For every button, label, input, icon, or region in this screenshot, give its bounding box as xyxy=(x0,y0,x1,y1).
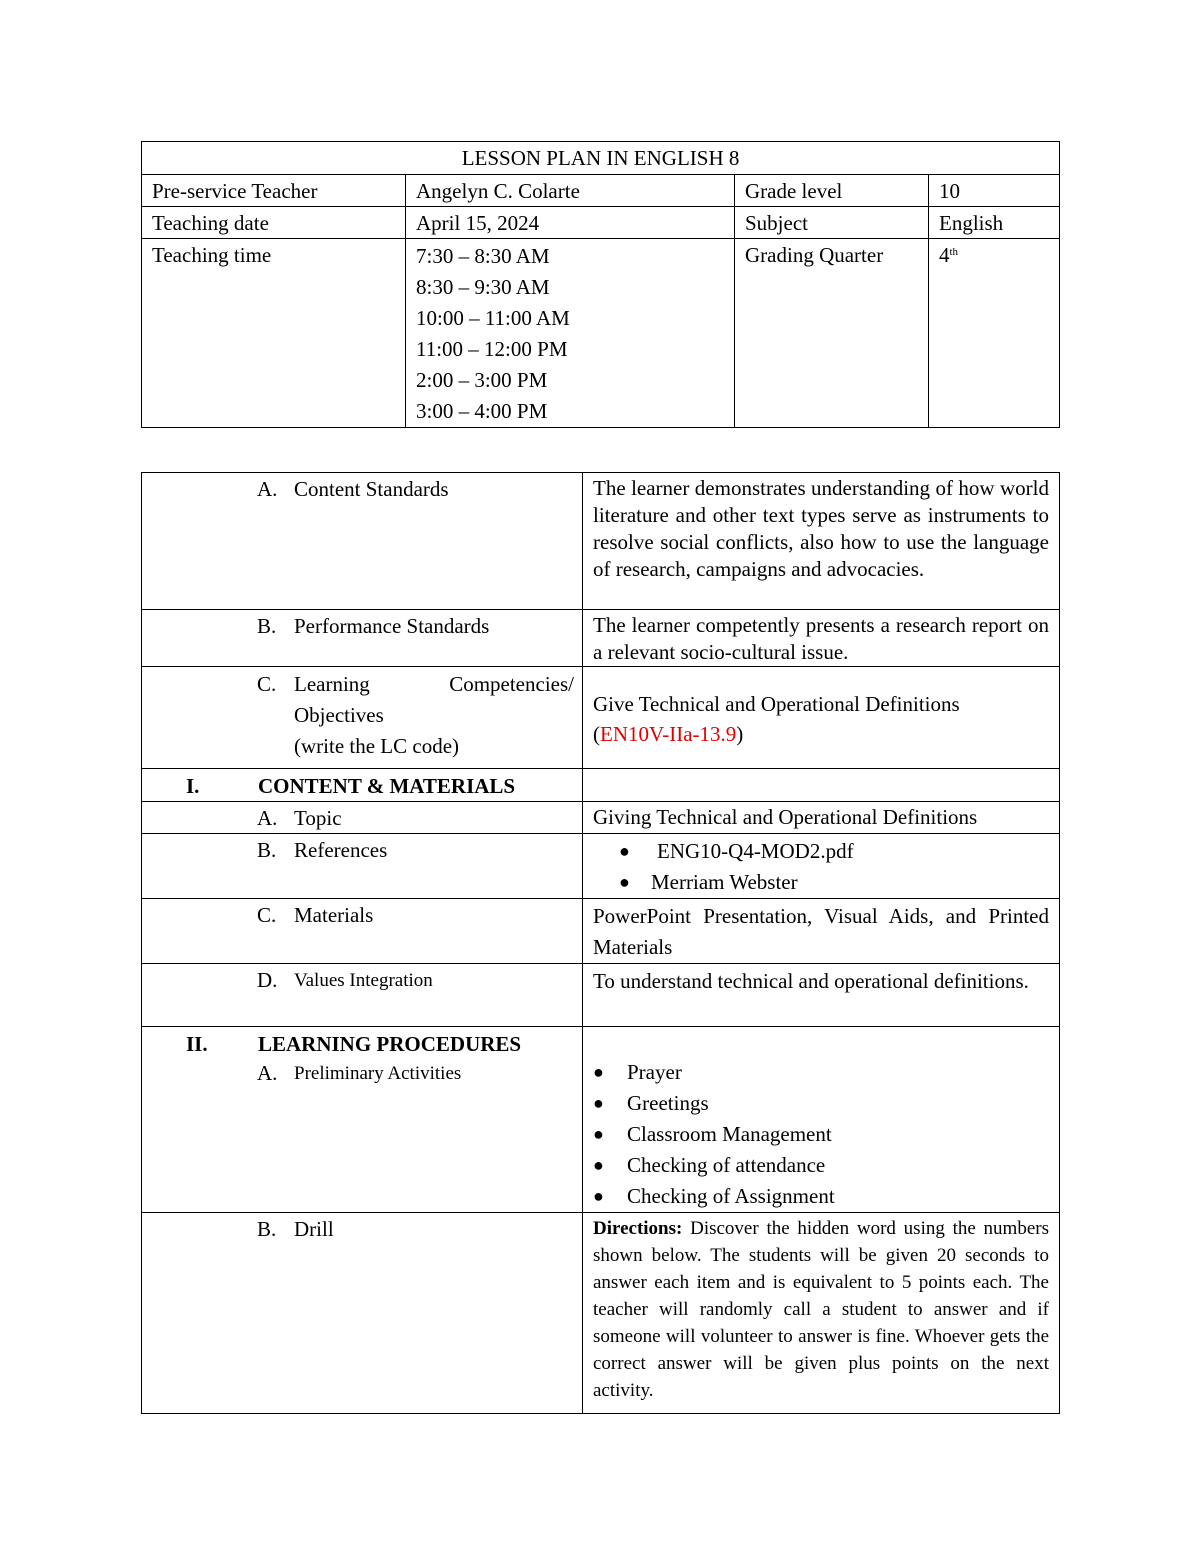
item-letter: C. xyxy=(257,903,277,927)
list-item xyxy=(593,1181,1049,1212)
content-standards-cell xyxy=(142,473,583,610)
competency-text-cell xyxy=(583,667,1060,769)
bullet-icon: ● xyxy=(593,1062,604,1082)
preliminary-activities-list xyxy=(593,1057,1049,1212)
subject-value: English xyxy=(929,207,1060,239)
references-cell xyxy=(142,834,583,899)
item-letter: A. xyxy=(257,806,278,830)
time-slot: 3:00 – 4:00 PM xyxy=(416,399,548,423)
list-item xyxy=(593,1088,1049,1119)
reference-text: Merriam Webster xyxy=(651,870,798,894)
lesson-header-table xyxy=(141,141,1060,428)
teacher-value: Angelyn C. Colarte xyxy=(406,175,735,207)
materials-value: PowerPoint Presentation, Visual Aids, and Printed Materials xyxy=(583,899,1060,964)
bullet-icon: ● xyxy=(619,872,630,892)
section-numeral: II. xyxy=(186,1032,208,1056)
lesson-plan-title: LESSON PLAN IN ENGLISH 8 xyxy=(142,142,1060,175)
materials-label: Materials xyxy=(294,903,374,927)
item-letter: A. xyxy=(257,477,278,501)
grading-quarter-label: Grading Quarter xyxy=(735,239,929,428)
competency-word-learning: Learning xyxy=(294,672,370,696)
drill-directions-cell xyxy=(583,1213,1060,1414)
competency-text: Give Technical and Operational Definitions xyxy=(593,691,960,716)
section-title: LEARNING PROCEDURES xyxy=(258,1032,522,1056)
references-label: References xyxy=(294,838,388,862)
activity-text: Checking of Assignment xyxy=(627,1184,835,1208)
values-integration-cell xyxy=(142,964,583,1027)
time-slot: 2:00 – 3:00 PM xyxy=(416,368,548,392)
teaching-time-label: Teaching time xyxy=(142,239,406,428)
grade-level-label: Grade level xyxy=(735,175,929,207)
bullet-icon: ● xyxy=(593,1155,604,1175)
empty-cell xyxy=(583,769,1060,802)
drill-cell xyxy=(142,1213,583,1414)
learning-procedures-cell xyxy=(142,1027,583,1213)
time-slot: 8:30 – 9:30 AM xyxy=(416,275,550,299)
time-slot: 11:00 – 12:00 PM xyxy=(416,337,568,361)
materials-cell xyxy=(142,899,583,964)
list-item xyxy=(593,1057,1049,1088)
topic-label: Topic xyxy=(294,806,342,830)
content-standards-label: Content Standards xyxy=(294,477,449,501)
drill-label: Drill xyxy=(294,1217,334,1241)
teaching-times xyxy=(406,239,735,428)
teaching-date-label: Teaching date xyxy=(142,207,406,239)
performance-standards-text: The learner competently presents a research report on a relevant socio-cultural issue. xyxy=(583,610,1060,667)
quarter-number: 4 xyxy=(939,243,950,267)
item-letter: A. xyxy=(257,1061,278,1085)
activity-text: Checking of attendance xyxy=(627,1153,826,1177)
competency-word-competencies: Competencies/ xyxy=(449,672,574,696)
bullet-icon: ● xyxy=(619,841,630,861)
grade-level-value: 10 xyxy=(929,175,1060,207)
section-one-heading-cell xyxy=(142,769,583,802)
item-letter: B. xyxy=(257,1217,277,1241)
preliminary-activities-cell xyxy=(583,1027,1060,1213)
competencies-cell xyxy=(142,667,583,769)
section-title: CONTENT & MATERIALS xyxy=(258,774,516,798)
performance-standards-cell xyxy=(142,610,583,667)
paren-close: ) xyxy=(736,721,744,746)
teaching-date-value: April 15, 2024 xyxy=(406,207,735,239)
performance-standards-label: Performance Standards xyxy=(294,614,490,638)
competency-lc-note: (write the LC code) xyxy=(294,734,460,758)
grading-quarter-value xyxy=(929,239,1060,428)
list-item xyxy=(583,836,1049,867)
bullet-icon: ● xyxy=(593,1186,604,1206)
teacher-label: Pre-service Teacher xyxy=(142,175,406,207)
preliminary-activities-label: Preliminary Activities xyxy=(294,1063,462,1084)
topic-cell xyxy=(142,802,583,834)
lesson-body-table xyxy=(141,472,1060,1414)
activity-text: Classroom Management xyxy=(627,1122,832,1146)
directions-label: Directions: xyxy=(593,1218,683,1239)
item-letter: D. xyxy=(257,968,278,992)
content-standards-text: The learner demonstrates understanding of how world literature and other text types serve as instruments to resolve social conflicts, also how to use the language of research, campaigns and advocacies. xyxy=(583,473,1060,610)
time-slot: 7:30 – 8:30 AM xyxy=(416,244,550,268)
lc-code: EN10V-IIa-13.9 xyxy=(600,721,737,746)
references-list xyxy=(583,836,1049,898)
references-list-cell xyxy=(583,834,1060,899)
bullet-icon: ● xyxy=(593,1124,604,1144)
list-item xyxy=(593,1150,1049,1181)
reference-text: ENG10-Q4-MOD2.pdf xyxy=(657,839,854,863)
drill-directions-text: Discover the hidden word using the numbers shown below. The students will be given 20 seconds to answer each item and is equivalent to 5 points each. The teacher will randomly call a student to answer and if someone will volunteer to answer is fine. Whoever gets the correct answer will be given plus points on the next activity. xyxy=(593,1218,1049,1401)
list-item xyxy=(593,1119,1049,1150)
competency-objectives: Objectives xyxy=(294,703,384,727)
item-letter: B. xyxy=(257,838,277,862)
list-item xyxy=(583,867,1049,898)
item-letter: B. xyxy=(257,614,277,638)
values-integration-value: To understand technical and operational definitions. xyxy=(583,964,1060,1027)
values-integration-label: Values Integration xyxy=(294,970,433,991)
paren-open: ( xyxy=(593,721,600,746)
subject-label: Subject xyxy=(735,207,929,239)
item-letter: C. xyxy=(257,672,277,696)
quarter-suffix: th xyxy=(949,246,959,258)
topic-value: Giving Technical and Operational Definitions xyxy=(583,802,1060,834)
bullet-icon: ● xyxy=(593,1093,604,1113)
activity-text: Greetings xyxy=(627,1091,709,1115)
activity-text: Prayer xyxy=(627,1060,682,1084)
section-numeral: I. xyxy=(186,774,200,798)
time-slot: 10:00 – 11:00 AM xyxy=(416,306,570,330)
